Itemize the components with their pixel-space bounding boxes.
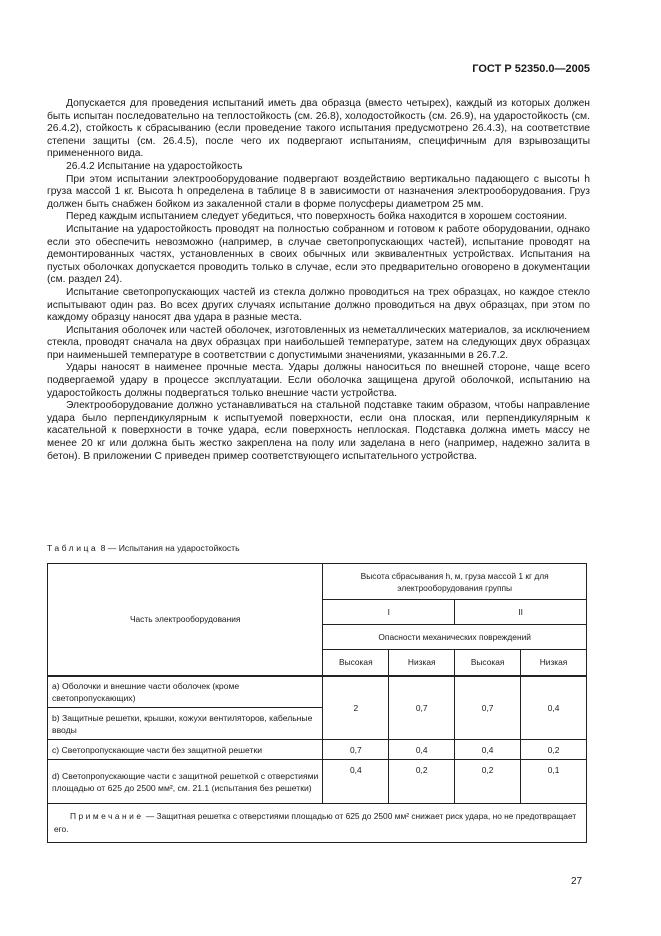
cell: 0,7	[389, 676, 455, 740]
row-label: b) Защитные решетки, крышки, кожухи вентиляторов, кабельные вводы	[48, 708, 323, 740]
header-low: Низкая	[389, 650, 455, 676]
cell: 0,4	[521, 676, 587, 740]
cell: 0,4	[323, 760, 389, 804]
paragraph: Испытание на ударостойкость проводят на полностью собранном и готовом к работе оборудовании, однако если это обеспечить невозможно (например, в случае светопропускающих частей), испытание проводят на демонтированных частях, установленных в своих обычных или эквивалентных устройствах. Испытания на пустых оболочках допускается проводить только в случае, если это предварительно оговорено в документации (см. раздел 24).	[47, 223, 590, 286]
paragraph: Испытание светопропускающих частей из стекла должно проводиться на трех образцах, но каждое стекло испытывают один раз. Во всех других случаях испытание должно проводиться на двух образцах, при этом по каждому образцу наносят два удара в разные места.	[47, 286, 590, 324]
header-group-1: I	[323, 600, 455, 625]
header-height: Высота сбрасывания h, м, груза массой 1 кг для электрооборудования группы	[323, 564, 587, 600]
header-part: Часть электрооборудования	[48, 564, 323, 676]
body-text	[47, 98, 590, 463]
cell: 0,7	[455, 676, 521, 740]
cell: 0,7	[323, 740, 389, 760]
cell: 2	[323, 676, 389, 740]
paragraph: Электрооборудование должно устанавливаться на стальной подставке таким образом, чтобы направление удара было перпендикулярным к испытуемой поверхности, если она плоская, или перпендикулярным к касательной к поверхности в точке удара, если поверхность неплоская. Подставка должна иметь массу не менее 20 кг или должна быть жестко закреплена на полу или заделана в него (например, надежно залита в бетон). В приложении С приведен пример соответствующего испытательного устройства.	[47, 400, 590, 462]
paragraph: Удары наносят в наименее прочные места. Удары должны наноситься по внешней стороне, чаще всего подвергаемой удару в процессе эксплуатации. Если оболочка защищена другой оболочкой, испытанию на ударостойкость должны подвергаться только внешние части устройства.	[47, 362, 590, 399]
impact-test-table	[47, 563, 587, 843]
header-high: Высокая	[323, 650, 389, 676]
header-danger: Опасности механических повреждений	[323, 625, 587, 650]
cell: 0,4	[389, 740, 455, 760]
header-high: Высокая	[455, 650, 521, 676]
section-heading: 26.4.2 Испытание на ударостойкость	[66, 160, 243, 172]
table-caption: Таблица 8 — Испытания на ударостойкость	[47, 543, 240, 553]
cell: 0,2	[455, 760, 521, 804]
row-label: d) Светопропускающие части с защитной решеткой с отверстиями площадью от 625 до 2500 мм², см. 21.1 (испытания без решетки)	[48, 760, 323, 804]
row-label: c) Светопропускающие части без защитной решетки	[48, 740, 323, 760]
cell: 0,2	[521, 740, 587, 760]
document-header: ГОСТ Р 52350.0—2005	[472, 63, 590, 75]
cell: 0,2	[389, 760, 455, 804]
cell: 0,4	[455, 740, 521, 760]
row-label: a) Оболочки и внешние части оболочек (кроме светопропускающих)	[48, 676, 323, 708]
page-number: 27	[571, 876, 583, 887]
paragraph: Перед каждым испытанием следует убедиться, что поверхность бойка находится в хорошем состоянии.	[66, 211, 568, 223]
paragraph: Испытания оболочек или частей оболочек, изготовленных из неметаллических материалов, за исключением стекла, проводят сначала на двух образцах при наибольшей температуре, затем на следующих двух образцах при наименьшей температуре в соответствии с допустимыми значениями, указанными в 26.7.2.	[47, 324, 590, 361]
table-note: Примечание — Защитная решетка с отверстиями площадью от 625 до 2500 мм² снижает риск удара, но не предотвращает его.	[48, 804, 587, 843]
header-group-2: II	[455, 600, 587, 625]
cell: 0,1	[521, 760, 587, 804]
paragraph: При этом испытании электрооборудование подвергают воздействию вертикально падающего с высоты h груза массой 1 кг. Высота h определена в таблице 8 в зависимости от назначения электрооборудования. Груз должен быть снабжен бойком из закаленной стали в форме полусферы диаметром 25 мм.	[47, 173, 590, 210]
header-low: Низкая	[521, 650, 587, 676]
paragraph: Допускается для проведения испытаний иметь два образца (вместо четырех), каждый из которых должен быть испытан последовательно на теплостойкость (см. 26.8), холодостойкость (см. 26.9), на ударостойкость (см. 26.4.2), стойкость к сбрасыванию (если проведение такого испытания предусмотрено 26.4.3), на соответствие степени защиты (см. 26.4.5), после чего их подвергают испытаниям, специфичным для взрывозащиты примененного вида.	[47, 98, 590, 160]
